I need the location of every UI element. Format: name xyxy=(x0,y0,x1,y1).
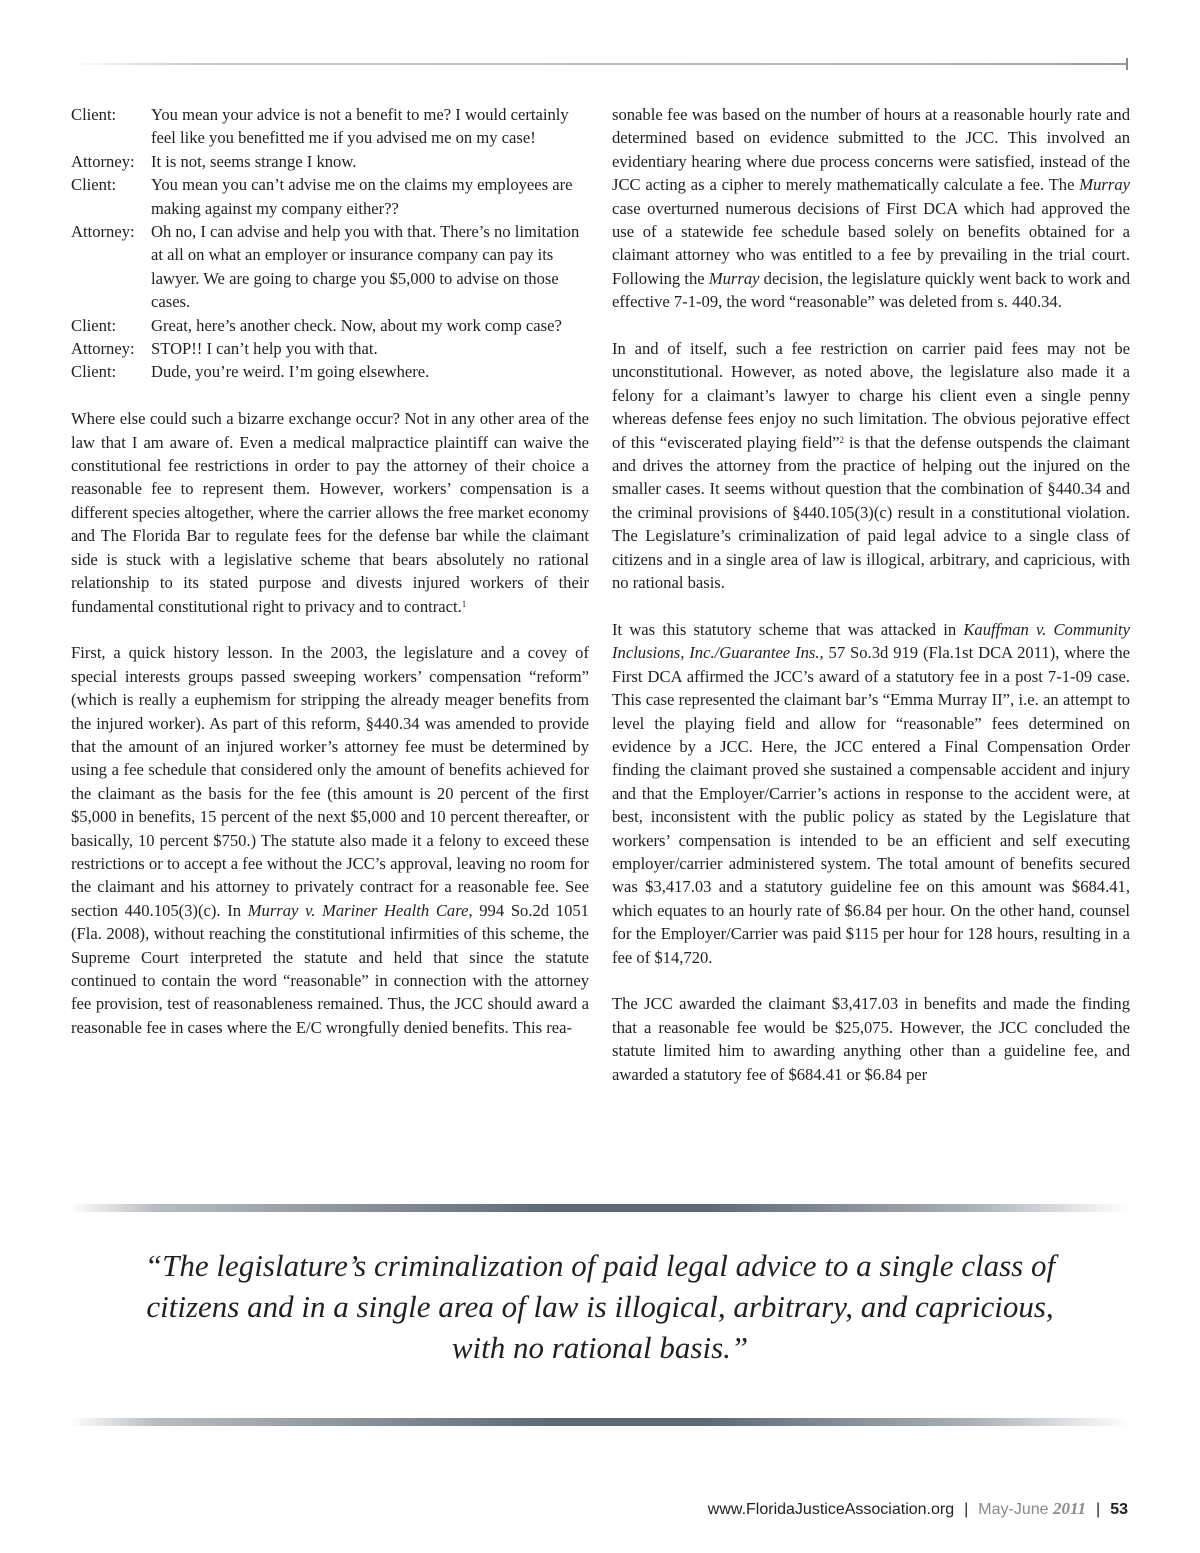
pull-quote: “The legislature’s criminalization of paid legal advice to a single class of citizens and in a single area of law is illogical, arbitrary, and capricious, with no rational basis.” xyxy=(144,1248,1056,1365)
dialogue-line: STOP!! I can’t help you with that. xyxy=(151,339,378,359)
footer-issue: May-June xyxy=(978,1501,1049,1518)
header-rule xyxy=(70,63,1128,65)
dialogue-speaker: Client: xyxy=(71,315,117,335)
dialogue-speaker: Client: xyxy=(71,105,117,124)
pull-quote-rule-bottom xyxy=(70,1418,1130,1426)
dialogue-line: Oh no, I can advise and help you with that. There’s no limitation at all on what an employer or insurance company can pay its lawyer. We are going to charge you $5,000 to advise on those cases. xyxy=(151,222,580,312)
footer-website-link[interactable]: www.FloridaJusticeAssociation.org xyxy=(707,1501,955,1518)
dialogue-speaker: Client: xyxy=(71,175,117,195)
page-number: 53 xyxy=(1110,1501,1128,1518)
dialogue-line: Great, here’s another check. Now, about my work comp case? xyxy=(151,315,562,335)
case-citation: Kauffman v. Community Inclusions, Inc./Guarantee Ins. xyxy=(612,619,1130,663)
body-paragraph: In and of itself, such a fee restriction on carrier paid fees may not be unconstitutional. However, as noted above, the legislature also made it a felony for a claimant’s lawyer to charge his client even a single penny whereas defense fees enjoy no such limitation. The obvious pejorative effect of this “eviscerated playing field”$^2$ is that the defense outspends the claimant and drives the attorney from the practice of helping out the injured on the smaller cases. It seems without question that the combination of §440.34 and the criminal provisions of §440.105(3)(c) result in a constitutional violation. The Legislature’s criminalization of paid legal advice to a single class of citizens and in a single area of law is illogical, arbitrary, and capricious, with no rational basis. xyxy=(612,339,1130,593)
dialogue-speaker: Client: xyxy=(71,362,117,382)
footnote-marker: 2 xyxy=(839,434,845,445)
case-citation: Murray xyxy=(1079,175,1130,195)
body-paragraph: It was this statutory scheme that was attacked in Kauffman v. Community Inclusions, Inc./Guarantee Ins., 57 So.3d 919 (Fla.1st DCA 2011), where the First DCA affirmed the JCC’s award of a statutory fee in a post 7-1-09 case. This case represented the claimant bar’s “Emma Murray II”, i.e. an attempt to level the playing field and allow for “reasonable” fees determined on evidence by a JCC. Here, the JCC entered a Final Compensation Order finding the claimant proved she sustained a compensable accident and injury and that the Employer/Carrier’s actions in response to the accident were, at best, inconsistent with the public policy as stated by the Legislature that workers’ compensation is intended to be an efficient and self executing employer/carrier administered system. The total amount of benefits secured was $3,417.03 and a statutory guideline fee on this amount was $684.41, which equates to an hourly rate of $6.84 per hour. On the other hand, counsel for the Employer/Carrier was paid $115 per hour for 128 hours, resulting in a fee of $14,720. xyxy=(612,619,1130,967)
footer-separator: | xyxy=(964,1501,969,1518)
body-paragraph: Where else could such a bizarre exchange occur? Not in any other area of the law that I am aware of. Even a medical malpractice plaintiff can waive the constitutional fee restrictions in order to pay the attorney of their choice a reasonable fee to represent them. However, workers’ compensation is a different species altogether, where the carrier allows the free market economy and The Florida Bar to regulate fees for the defense bar while the claimant side is stuck with a legislative scheme that bears absolutely no rational relationship to its stated purpose and divests injured workers of their fundamental constitutional right to privacy and to contract.$^1$ xyxy=(71,409,589,616)
body-paragraph: sonable fee was based on the number of hours at a reasonable hourly rate and determined based on evidence submitted to the JCC. This involved an evidentiary hearing where due process concerns were satisfied, instead of the JCC acting as a cipher to merely mathematically calculate a fee. The Murray case overturned numerous decisions of First DCA which had approved the use of a statewide fee schedule based solely on benefits obtained for a claimant attorney who was entitled to a fee by prevailing in the trial court. Following the Murray decision, the legislature quickly went back to work and effective 7-1-09, the word “reasonable” was deleted from s. 440.34. xyxy=(612,105,1131,312)
header-rule-tick xyxy=(1126,58,1128,70)
dialogue-line: It is not, seems strange I know. xyxy=(151,151,357,171)
footer-separator: | xyxy=(1096,1501,1101,1518)
body-paragraph: First, a quick history lesson. In the 2003, the legislature and a covey of special interests groups passed sweeping workers’ compensation “reform” (which is really a euphemism for stripping the already meager benefits from the injured worker). As part of this reform, §440.34 was amended to provide that the amount of an injured worker’s attorney fee must be determined by using a fee schedule that considered only the amount of benefits achieved for the claimant as the basis for the fee (this amount is 20 percent of the first $5,000 in benefits, 15 percent of the next $5,000 and 10 percent thereafter, or basically, 10 percent $750.) The statute also made it a felony to exceed these restrictions or to accept a fee without the JCC’s approval, leaving no room for the claimant and his attorney to privately contract for a reasonable fee. See section 440.105(3)(c). In Murray v. Mariner Health Care, 994 So.2d 1051 (Fla. 2008), without reaching the constitutional infirmities of this scheme, the Supreme Court interpreted the statute and held that since the statute continued to contain the word “reasonable” in connection with the attorney fee provision, test of reasonableness remained. Thus, the JCC should award a reasonable fee in cases where the E/C wrongfully denied benefits. This rea- xyxy=(71,643,589,1037)
dialogue-line: You mean your advice is not a benefit to me? I would certainly feel like you benefitted me if you advised me on my case! xyxy=(151,105,569,148)
left-column xyxy=(71,103,589,1039)
body-paragraph: The JCC awarded the claimant $3,417.03 in benefits and made the finding that a reasonable fee would be $25,075. However, the JCC concluded the statute limited him to awarding anything other than a guideline fee, and awarded a statutory fee of $684.41 or $6.84 per xyxy=(612,994,1130,1084)
case-citation: Murray xyxy=(708,268,760,288)
footnote-marker: 1 xyxy=(461,598,467,609)
pull-quote-rule-top xyxy=(70,1204,1130,1212)
dialogue-speaker: Attorney: xyxy=(71,222,135,242)
page-footer xyxy=(708,1499,1128,1519)
dialogue-line: You mean you can’t advise me on the claims my employees are making against my company either?? xyxy=(151,175,573,218)
footer-year: 2011 xyxy=(1052,1499,1087,1518)
dialogue-line: Dude, you’re weird. I’m going elsewhere. xyxy=(151,362,430,382)
dialogue-speaker: Attorney: xyxy=(71,151,135,171)
right-column xyxy=(612,103,1130,1086)
dialogue-speaker: Attorney: xyxy=(71,339,135,359)
case-citation: Murray v. Mariner Health Care xyxy=(247,900,469,920)
dialogue xyxy=(71,103,589,384)
